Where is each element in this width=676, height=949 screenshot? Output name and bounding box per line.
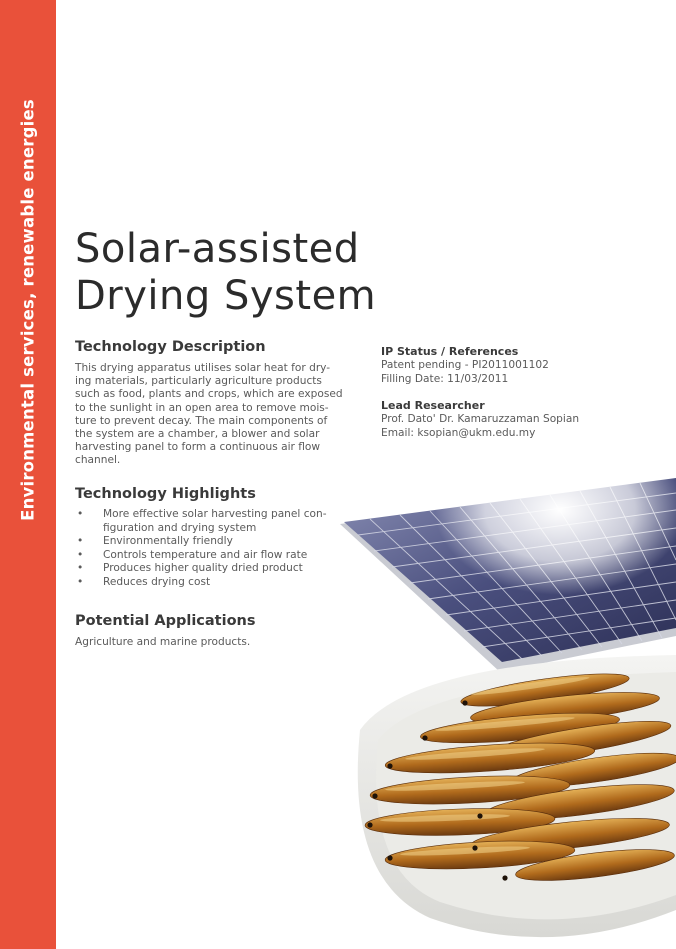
description-line: ture to prevent decay. The main components of bbox=[75, 414, 328, 427]
lead-researcher-heading: Lead Researcher bbox=[381, 399, 485, 412]
bullet-icon: • bbox=[77, 508, 84, 520]
description-body bbox=[75, 362, 347, 468]
description-line: This drying apparatus utilises solar heat for dry- bbox=[75, 362, 331, 374]
highlight-text: Environmentally friendly bbox=[103, 535, 233, 548]
researcher-name: Prof. Dato' Dr. Kamaruzzaman Sopian bbox=[381, 413, 580, 425]
description-line: the system are a chamber, a blower and solar bbox=[75, 428, 320, 441]
highlight-text: More effective solar harvesting panel con- bbox=[103, 508, 327, 520]
highlight-text: Produces higher quality dried product bbox=[103, 562, 303, 575]
highlight-item bbox=[75, 549, 361, 563]
highlight-item bbox=[75, 562, 361, 576]
description-line: ing materials, particularly agriculture products bbox=[75, 375, 322, 388]
category-label: Environmental services, renewable energies bbox=[18, 99, 38, 521]
bullet-icon: • bbox=[77, 562, 84, 575]
highlight-text: Controls temperature and air flow rate bbox=[103, 548, 308, 561]
applications-text: Agriculture and marine products. bbox=[75, 636, 251, 648]
ip-status-heading: IP Status / References bbox=[381, 345, 519, 358]
description-line: such as food, plants and crops, which are exposed bbox=[75, 388, 343, 401]
applications-heading: Potential Applications bbox=[75, 613, 256, 629]
highlight-item bbox=[75, 508, 361, 535]
researcher-email: Email: ksopian@ukm.edu.my bbox=[381, 427, 536, 439]
description-line: harvesting panel to form a continuous air flow bbox=[75, 441, 321, 454]
highlights-heading: Technology Highlights bbox=[75, 486, 256, 502]
highlight-item bbox=[75, 535, 361, 549]
highlight-text-continued: figuration and drying system bbox=[103, 521, 257, 534]
highlights-list bbox=[75, 508, 361, 590]
patent-reference: Patent pending - PI2011001102 bbox=[381, 359, 549, 371]
title-line-2: Drying System bbox=[75, 273, 377, 319]
page-title bbox=[75, 226, 376, 320]
filing-date: Filling Date: 11/03/2011 bbox=[381, 373, 509, 385]
bullet-icon: • bbox=[77, 535, 84, 548]
description-line: to the sunlight in an open area to remove mois- bbox=[75, 401, 329, 414]
title-line-1: Solar-assisted bbox=[75, 226, 360, 272]
bullet-icon: • bbox=[77, 575, 84, 588]
description-heading: Technology Description bbox=[75, 339, 266, 355]
solar-panel-image bbox=[340, 440, 676, 672]
category-sidebar bbox=[0, 0, 56, 949]
highlight-item bbox=[75, 576, 361, 590]
description-line: channel. bbox=[75, 454, 121, 467]
bullet-icon: • bbox=[77, 548, 84, 561]
highlight-text: Reduces drying cost bbox=[103, 575, 211, 588]
product-illustration bbox=[330, 440, 676, 949]
dried-fish-tray-image bbox=[358, 655, 676, 937]
